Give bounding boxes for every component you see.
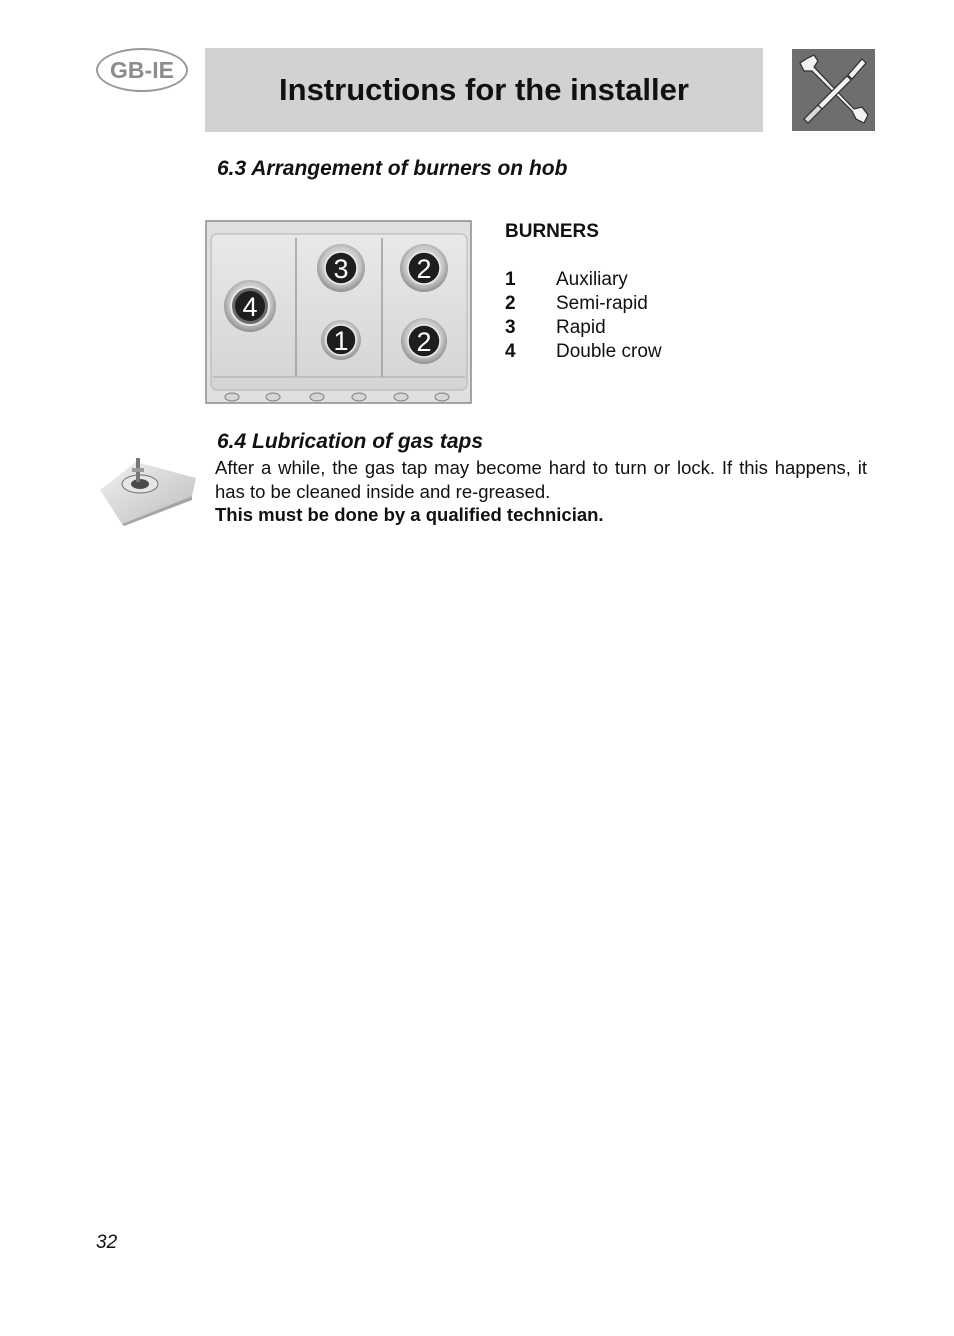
burner-number: 4 bbox=[505, 341, 516, 362]
hob-marker-2-bottom: 2 bbox=[416, 327, 432, 357]
hob-marker-2-top: 2 bbox=[416, 254, 432, 284]
lubrication-paragraph: After a while, the gas tap may become hard to turn or lock. If this happens, it has to be cleaned inside and re-greased. bbox=[215, 457, 867, 502]
burner-number: 1 bbox=[505, 269, 516, 290]
hob-burner-3 bbox=[317, 244, 365, 292]
hob-burner-4 bbox=[224, 280, 276, 332]
hob-marker-4: 4 bbox=[242, 292, 258, 322]
list-item bbox=[505, 340, 662, 364]
gas-tap-icon bbox=[96, 452, 198, 526]
section-title-arrangement: 6.3 Arrangement of burners on hob bbox=[217, 157, 568, 180]
hob-marker-3: 3 bbox=[333, 254, 349, 284]
warning-text: This must be done by a qualified technician. bbox=[215, 504, 604, 525]
burner-list bbox=[505, 268, 662, 364]
list-item bbox=[505, 268, 662, 292]
hob-marker-1: 1 bbox=[333, 326, 349, 356]
list-item bbox=[505, 316, 662, 340]
burner-name: Rapid bbox=[556, 317, 606, 338]
hob-burner-2-top bbox=[400, 244, 448, 292]
burner-number: 2 bbox=[505, 293, 516, 314]
burner-name: Double crow bbox=[556, 341, 662, 362]
list-item bbox=[505, 292, 662, 316]
language-badge: GB-IE bbox=[96, 48, 188, 92]
hob-burner-1 bbox=[321, 320, 361, 360]
burner-name: Auxiliary bbox=[556, 269, 628, 290]
page-number: 32 bbox=[96, 1232, 118, 1253]
tools-icon bbox=[792, 49, 875, 131]
page-title: Instructions for the installer bbox=[279, 72, 689, 107]
burner-name: Semi-rapid bbox=[556, 293, 648, 314]
burners-heading: BURNERS bbox=[505, 221, 599, 242]
burner-number: 3 bbox=[505, 317, 516, 338]
section-title-lubrication: 6.4 Lubrication of gas taps bbox=[217, 430, 484, 453]
hob-burner-2-bottom bbox=[401, 318, 447, 364]
hob-diagram bbox=[205, 220, 472, 405]
header-bar bbox=[205, 48, 763, 132]
